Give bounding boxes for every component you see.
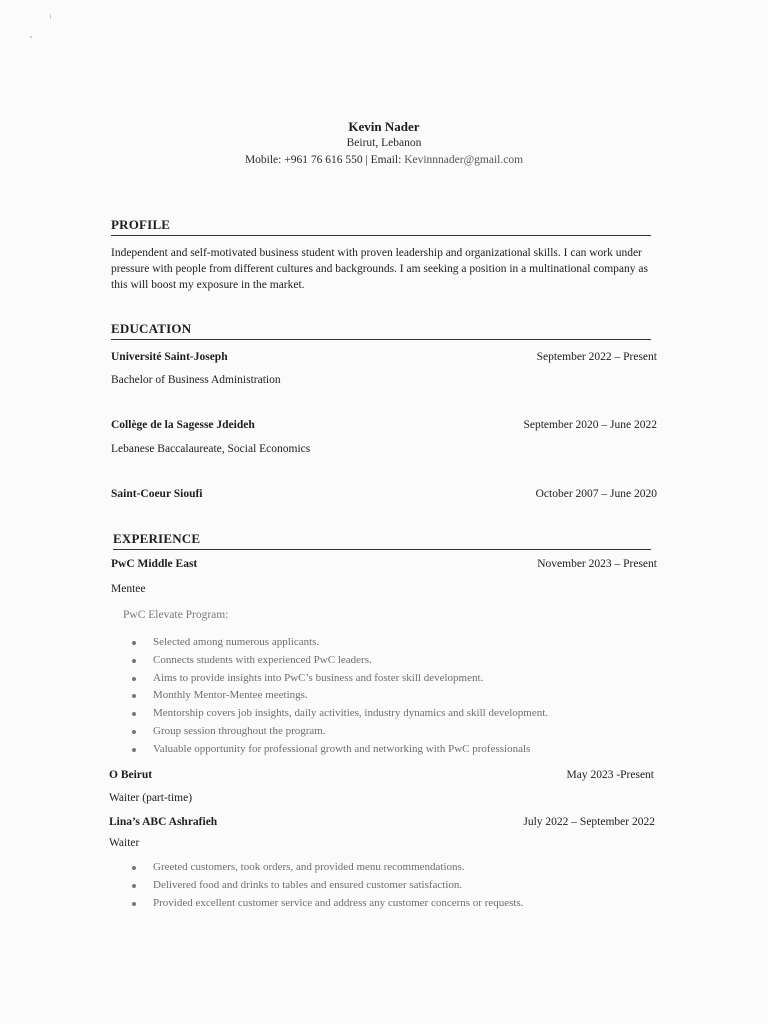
- list-item: Selected among numerous applicants.: [153, 634, 548, 652]
- experience-heading: EXPERIENCE: [113, 531, 651, 550]
- education-detail: Lebanese Baccalaureate, Social Economics: [111, 443, 311, 455]
- list-item: Provided excellent customer service and address any customer concerns or requests.: [153, 895, 524, 913]
- program-intro: PwC Elevate Program:: [123, 609, 229, 621]
- pwc-bullet-list: [111, 634, 548, 759]
- experience-entry: [109, 767, 654, 783]
- resume-header: [0, 118, 768, 169]
- experience-entry: [109, 814, 655, 830]
- education-detail: Bachelor of Business Administration: [111, 374, 281, 386]
- company-name: PwC Middle East: [111, 558, 198, 570]
- education-dates: October 2007 – June 2020: [535, 488, 657, 500]
- candidate-name: Kevin Nader: [348, 119, 420, 134]
- profile-heading: PROFILE: [111, 217, 651, 236]
- experience-entry: [111, 556, 657, 572]
- list-item: Valuable opportunity for professional growth and networking with PwC professionals: [153, 741, 548, 759]
- education-dates: September 2020 – June 2022: [523, 419, 657, 431]
- education-dates: September 2022 – Present: [536, 351, 657, 363]
- scan-speck: [30, 36, 32, 38]
- school-name: Université Saint-Joseph: [111, 351, 228, 363]
- company-name: O Beirut: [109, 769, 153, 781]
- job-role: Waiter: [109, 837, 140, 849]
- candidate-location: Beirut, Lebanon: [346, 137, 422, 149]
- job-role: Mentee: [111, 583, 146, 595]
- profile-summary: Independent and self-motivated business student with proven leadership and organizational skills. I can work under pressure with people from different cultures and backgrounds. I am seeking a position in a multinational company as this will boost my exposure in the market.: [111, 247, 648, 291]
- job-role: Waiter (part-time): [109, 792, 193, 804]
- list-item: Connects students with experienced PwC leaders.: [153, 652, 548, 670]
- email-address: Kevinnnader@gmail.com: [404, 154, 524, 166]
- contact-prefix: Mobile: +961 76 616 550 | Email:: [244, 154, 405, 166]
- list-item: Group session throughout the program.: [153, 723, 548, 741]
- scan-speck: [50, 14, 51, 19]
- list-item: Monthly Mentor-Mentee meetings.: [153, 687, 548, 705]
- company-name: Lina’s ABC Ashrafieh: [109, 816, 218, 828]
- list-item: Aims to provide insights into PwC’s business and foster skill development.: [153, 670, 548, 688]
- list-item: Delivered food and drinks to tables and ensured customer satisfaction.: [153, 877, 524, 895]
- waiter-bullet-list: [111, 859, 524, 912]
- education-entry: [111, 349, 657, 365]
- school-name: Saint-Coeur Sioufi: [111, 488, 203, 500]
- contact-line: [0, 152, 768, 169]
- experience-dates: November 2023 – Present: [537, 558, 657, 570]
- education-heading: EDUCATION: [111, 321, 651, 340]
- education-entry: [111, 486, 657, 502]
- school-name: Collège de la Sagesse Jdeideh: [111, 419, 255, 431]
- experience-dates: May 2023 -Present: [566, 769, 654, 781]
- list-item: Greeted customers, took orders, and provided menu recommendations.: [153, 859, 524, 877]
- experience-dates: July 2022 – September 2022: [523, 816, 655, 828]
- list-item: Mentorship covers job insights, daily activities, industry dynamics and skill development.: [153, 705, 548, 723]
- education-entry: [111, 417, 657, 433]
